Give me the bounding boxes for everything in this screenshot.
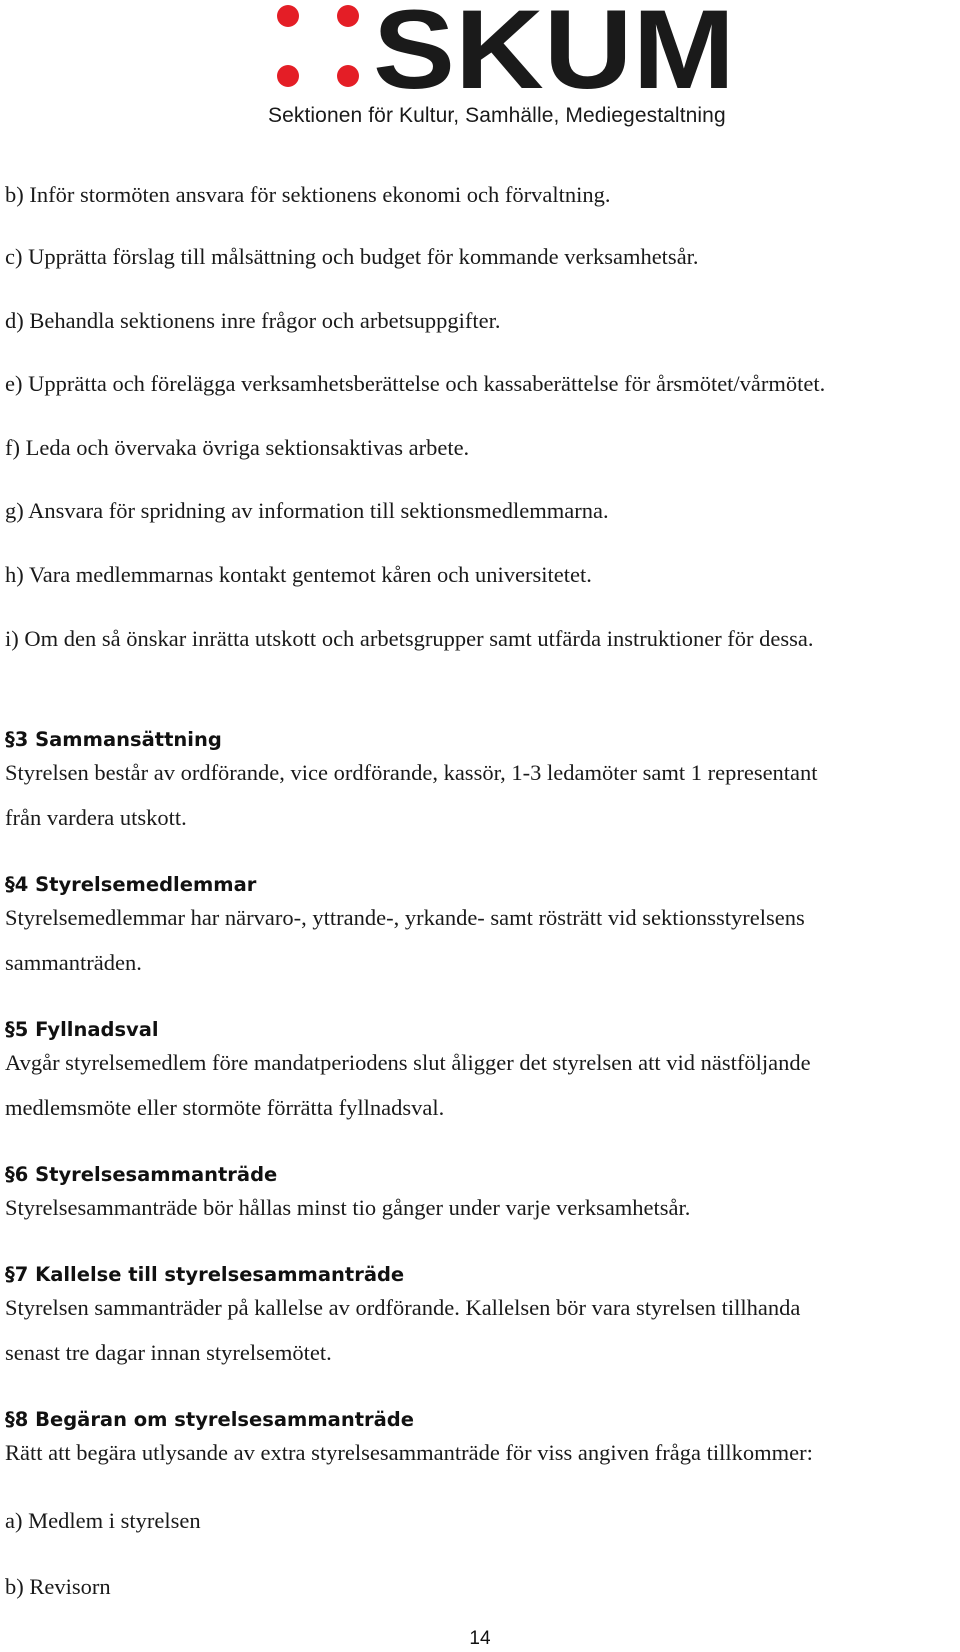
section-7-line-2: senast tre dagar innan styrelsemötet. [5, 1340, 332, 1365]
section-heading-7: §7 Kallelse till styrelsesammanträde [5, 1263, 405, 1286]
section-5-line-2: medlemsmöte eller stormöte förrätta fyllnadsval. [5, 1095, 445, 1120]
section-7-line-1: Styrelsen sammanträder på kallelse av ordförande. Kallelsen bör vara styrelsen tillhanda [5, 1295, 801, 1320]
list-item-a-bottom: a) Medlem i styrelsen [5, 1508, 201, 1533]
section-5-line-1: Avgår styrelsemedlem före mandatperiodens slut åligger det styrelsen att vid nästföljande [5, 1050, 811, 1075]
skum-logo-mark [268, 0, 738, 95]
list-item-b-bottom: b) Revisorn [5, 1574, 111, 1599]
list-item-b: b) Inför stormöten ansvara för sektionens ekonomi och förvaltning. [5, 182, 611, 207]
section-3-line-2: från vardera utskott. [5, 805, 187, 830]
section-4-line-1: Styrelsemedlemmar har närvaro-, yttrande-, yrkande- samt rösträtt vid sektionsstyrelsens [5, 905, 805, 930]
section-3-line-1: Styrelsen består av ordförande, vice ordförande, kassör, 1-3 ledamöter samt 1 representant [5, 760, 818, 785]
page-number: 14 [469, 1628, 491, 1649]
section-heading-4: §4 Styrelsemedlemmar [5, 873, 257, 896]
list-item-h: h) Vara medlemmarnas kontakt gentemot kåren och universitetet. [5, 562, 592, 587]
logo-dot-top-right [337, 5, 359, 27]
list-item-f: f) Leda och övervaka övriga sektionsaktivas arbete. [5, 435, 470, 460]
section-4-line-2: sammanträden. [5, 950, 142, 975]
list-item-e: e) Upprätta och förelägga verksamhetsberättelse och kassaberättelse för årsmötet/vårmötet. [5, 371, 826, 396]
section-heading-5: §5 Fyllnadsval [5, 1018, 159, 1041]
list-item-i: i) Om den så önskar inrätta utskott och arbetsgrupper samt utfärda instruktioner för dessa. [5, 626, 814, 651]
section-6-line-1: Styrelsesammanträde bör hållas minst tio gånger under varje verksamhetsår. [5, 1195, 691, 1220]
logo-dot-bottom-left [277, 65, 299, 87]
list-item-d: d) Behandla sektionens inre frågor och arbetsuppgifter. [5, 308, 501, 333]
skum-logo [268, 0, 738, 140]
section-heading-3: §3 Sammansättning [5, 728, 222, 751]
logo-wordmark: SKUM [373, 0, 735, 95]
logo-dot-top-left [277, 5, 299, 27]
list-item-c: c) Upprätta förslag till målsättning och budget för kommande verksamhetsår. [5, 244, 699, 269]
logo-dot-bottom-right [337, 65, 359, 87]
section-heading-6: §6 Styrelsesammanträde [5, 1163, 278, 1186]
section-heading-8: §8 Begäran om styrelsesammanträde [5, 1408, 414, 1431]
section-8-line-1: Rätt att begära utlysande av extra styrelsesammanträde för viss angiven fråga tillkommer: [5, 1440, 813, 1465]
logo-subtitle: Sektionen för Kultur, Samhälle, Mediegestaltning [268, 104, 726, 127]
list-item-g: g) Ansvara för spridning av information till sektionsmedlemmarna. [5, 498, 609, 523]
